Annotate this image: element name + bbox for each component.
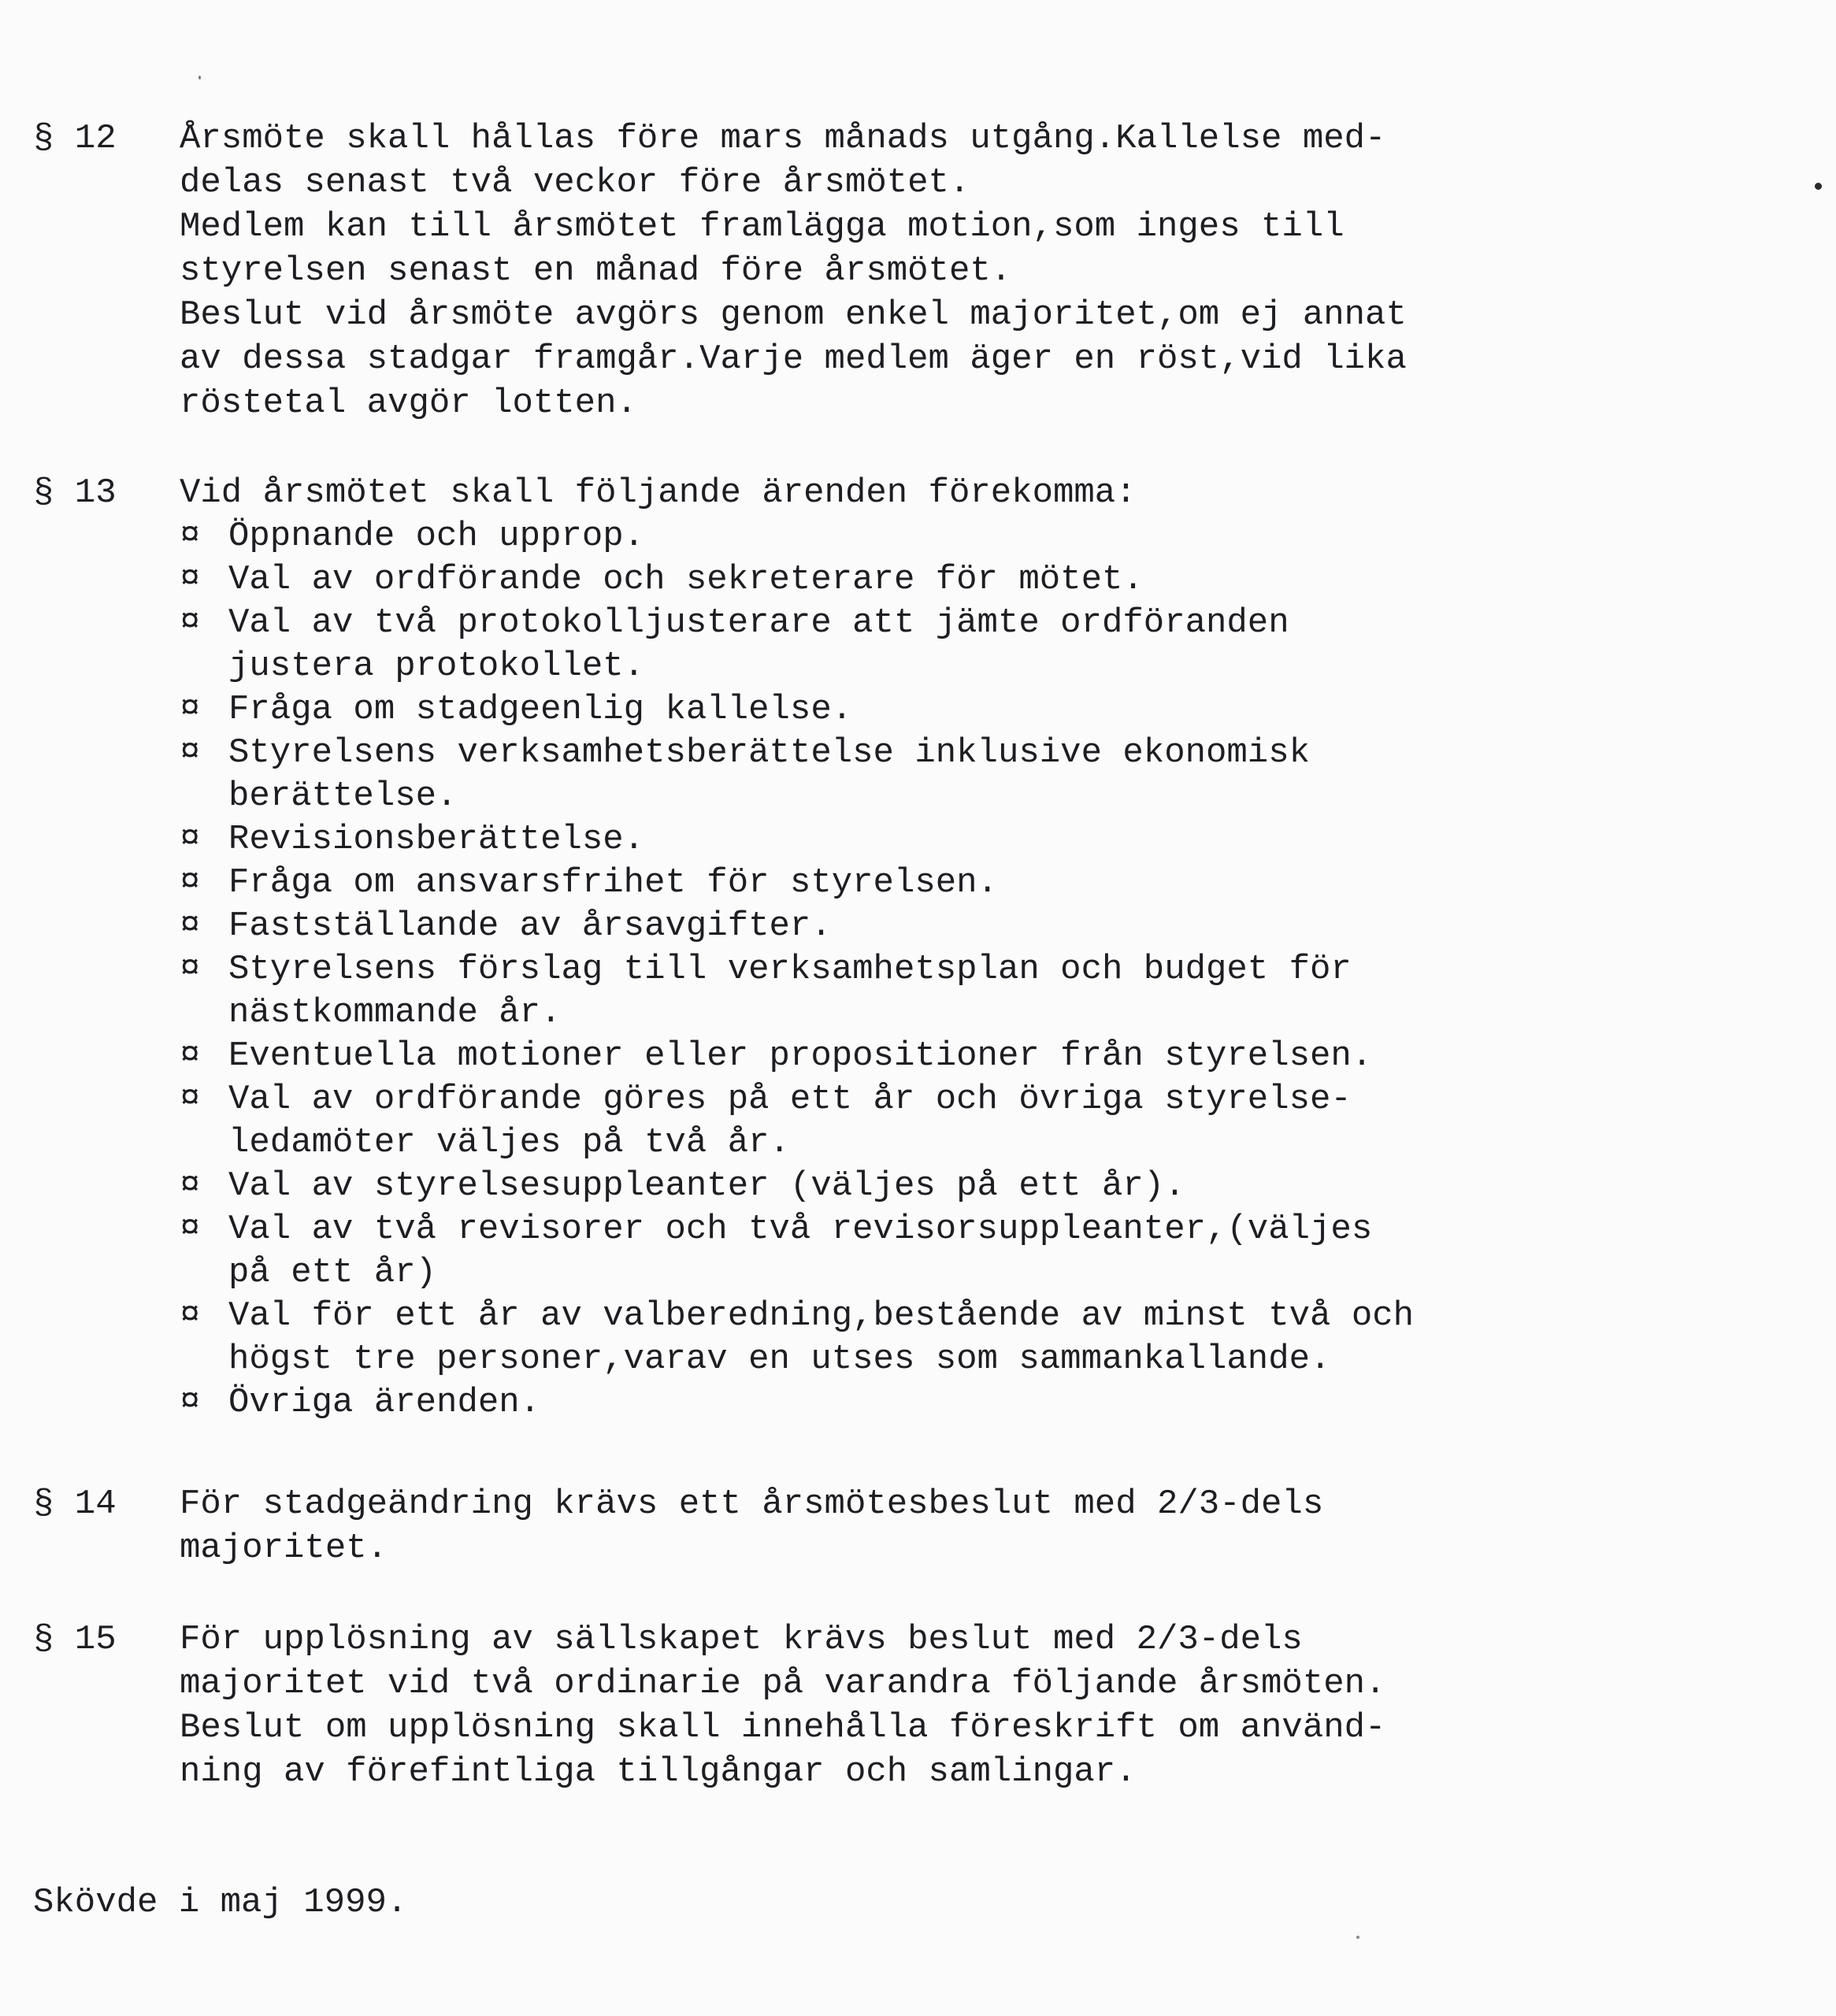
text-line: Eventuella motioner eller propositioner från styrelsen. [228, 1036, 1373, 1076]
text-line: Beslut vid årsmöte avgörs genom enkel majoritet,om ej annat [180, 295, 1407, 335]
bullet-icon: ¤ [180, 1296, 201, 1336]
section-text [180, 117, 1407, 425]
agenda-item-text [228, 1295, 1414, 1381]
text-line: majoritet. [180, 1529, 388, 1568]
bullet-icon: ¤ [180, 603, 201, 643]
text-line: För stadgeändring krävs ett årsmötesbeslut med 2/3-dels [180, 1484, 1324, 1524]
agenda-item-text [228, 818, 1414, 862]
agenda-item [180, 732, 1414, 818]
agenda-item [180, 905, 1414, 948]
text-line: För upplösning av sällskapet krävs beslut med 2/3-dels [180, 1620, 1303, 1659]
bullet-icon: ¤ [180, 1166, 201, 1206]
bullet-icon: ¤ [180, 1080, 201, 1119]
agenda-item [180, 558, 1414, 602]
text-line: berättelse. [228, 776, 458, 816]
agenda-item [180, 1078, 1414, 1165]
agenda-item-text [228, 905, 1414, 948]
text-line: Val av två protokolljusterare att jämte ordföranden [228, 603, 1289, 643]
text-line: Revisionsberättelse. [228, 820, 645, 859]
section-text [180, 1482, 1323, 1570]
section-number: § 14 [33, 1484, 117, 1524]
agenda-item [180, 1165, 1414, 1208]
text-line: Vid årsmötet skall följande ärenden förekomma: [180, 473, 1137, 513]
text-line: nästkommande år. [228, 993, 562, 1032]
section-number: § 12 [33, 119, 117, 158]
text-line: ledamöter väljes på två år. [228, 1123, 790, 1162]
bullet-icon: ¤ [180, 560, 201, 599]
text-line: justera protokollet. [228, 647, 645, 686]
bullet-icon: ¤ [180, 863, 201, 902]
agenda-list [180, 515, 1414, 1425]
bullet-icon: ¤ [180, 690, 201, 729]
agenda-item-text [228, 1165, 1414, 1208]
agenda-item [180, 515, 1414, 558]
text-line: av dessa stadgar framgår.Varje medlem äger en röst,vid lika [180, 339, 1407, 379]
agenda-item [180, 602, 1414, 688]
agenda-item-text [228, 732, 1414, 818]
bullet-icon: ¤ [180, 1210, 201, 1249]
agenda-item-text [228, 515, 1414, 558]
section-text [180, 1618, 1385, 1794]
text-line: Fråga om ansvarsfrihet för styrelsen. [228, 863, 998, 902]
text-line: röstetal avgör lotten. [180, 384, 637, 423]
agenda-item [180, 862, 1414, 905]
section-intro [180, 471, 1137, 515]
text-line: Öppnande och upprop. [228, 517, 645, 556]
text-line: Beslut om upplösning skall innehålla föreskrift om använd- [180, 1708, 1386, 1747]
agenda-item [180, 1208, 1414, 1295]
text-line: Val av två revisorer och två revisorsuppleanter,(väljes [228, 1210, 1373, 1249]
agenda-item-text [228, 558, 1414, 602]
text-line: Styrelsens förslag till verksamhetsplan och budget för [228, 950, 1352, 989]
text-line: Val för ett år av valberedning,bestående av minst två och [228, 1296, 1415, 1336]
agenda-item-text [228, 688, 1414, 732]
scan-speck [1356, 1936, 1359, 1939]
scan-speck [198, 76, 201, 80]
text-line: Styrelsens verksamhetsberättelse inklusive ekonomisk [228, 733, 1311, 773]
agenda-item-text [228, 1208, 1414, 1295]
text-line: Val av styrelsesuppleanter (väljes på ett år). [228, 1166, 1185, 1206]
bullet-icon: ¤ [180, 950, 201, 989]
agenda-item [180, 688, 1414, 732]
text-line: ning av förefintliga tillgångar och samlingar. [180, 1752, 1137, 1792]
text-line: Val av ordförande göres på ett år och övriga styrelse- [228, 1080, 1352, 1119]
agenda-item-text [228, 1035, 1414, 1078]
agenda-item [180, 1381, 1414, 1425]
scan-speck [1815, 183, 1822, 190]
agenda-item [180, 818, 1414, 862]
section-number: § 13 [33, 473, 117, 513]
bullet-icon: ¤ [180, 517, 201, 556]
text-line: Fråga om stadgeenlig kallelse. [228, 690, 853, 729]
place-and-date: Skövde i maj 1999. [33, 1883, 408, 1922]
agenda-item [180, 1295, 1414, 1381]
section-number: § 15 [33, 1620, 117, 1659]
agenda-item-text [228, 602, 1414, 688]
text-line: Övriga ärenden. [228, 1383, 541, 1422]
text-line: delas senast två veckor före årsmötet. [180, 163, 970, 202]
agenda-item-text [228, 948, 1414, 1035]
bullet-icon: ¤ [180, 820, 201, 859]
text-line: Fastställande av årsavgifter. [228, 906, 832, 946]
text-line: majoritet vid två ordinarie på varandra följande årsmöten. [180, 1664, 1386, 1703]
agenda-item-text [228, 862, 1414, 905]
agenda-item [180, 948, 1414, 1035]
text-line: Medlem kan till årsmötet framlägga motion,som inges till [180, 207, 1345, 246]
agenda-item [180, 1035, 1414, 1078]
text-line: styrelsen senast en månad före årsmötet. [180, 251, 1012, 291]
bullet-icon: ¤ [180, 1383, 201, 1422]
text-line: högst tre personer,varav en utses som sammankallande. [228, 1340, 1331, 1379]
bullet-icon: ¤ [180, 733, 201, 773]
agenda-item-text [228, 1381, 1414, 1425]
text-line: Val av ordförande och sekreterare för mötet. [228, 560, 1144, 599]
bullet-icon: ¤ [180, 906, 201, 946]
text-line: på ett år) [228, 1253, 437, 1292]
text-line: Årsmöte skall hållas före mars månads utgång.Kallelse med- [180, 119, 1386, 158]
agenda-item-text [228, 1078, 1414, 1165]
bullet-icon: ¤ [180, 1036, 201, 1076]
